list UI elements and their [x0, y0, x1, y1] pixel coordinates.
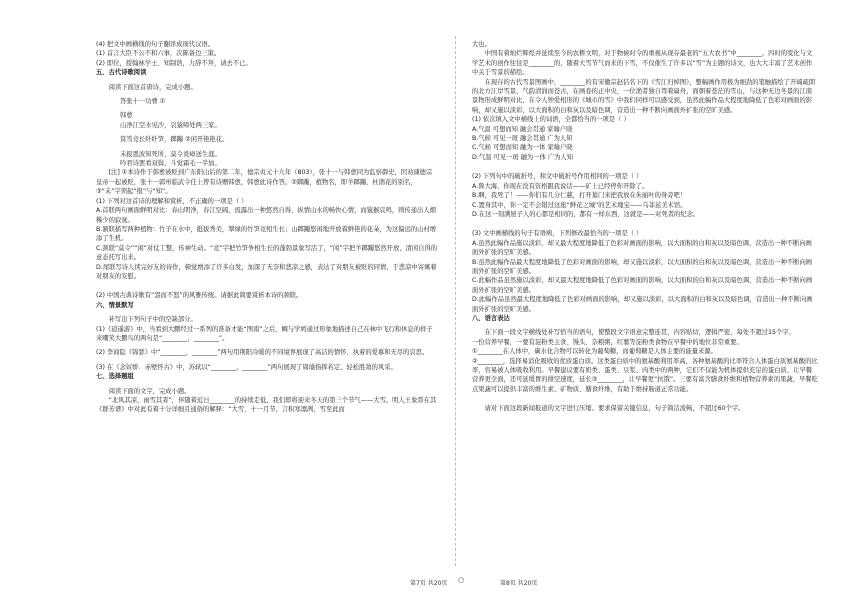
- text-line: 补写出下列句子中的空缺部分。: [108, 316, 197, 324]
- text-line: (3) 在《念奴娇．赤壁怀古》中，苏轼以“________，________”两句展现了周瑜指挥若定、轻松胜敌的风采。: [96, 363, 397, 371]
- section-heading: 六、情景默写: [96, 301, 134, 309]
- text-line: D.此幅作品虽然最大程度地降低了色彩对画面的影响，却又施以淡彩，以大面积的白和灰以及暗色调，营造出一种不断向画面外扩张的空旷美感。: [472, 296, 813, 313]
- text-line: 阅读下面这首唐诗，完成小题。: [108, 83, 197, 91]
- text-line: B.气候 可见一斑 融会贯通 广为人知: [472, 135, 573, 143]
- text-line: (1) 首言大臣不公不和六事，次陈备边三策。: [96, 50, 221, 58]
- text-line: (2) 李商隐《锦瑟》中“________，________”两句用荆阳冷暖的不同境界展现了高洁的情怀、执着的爱慕和无尽的哀思。: [96, 349, 429, 357]
- spacer: [96, 281, 438, 291]
- text-line: B.颔联描写两种植物：竹子在水中，挺拔秀美，翠绿的竹笋竞相生长；山踯躅悠闲地开放着鲜艳的花朵，为这偏远的山村增添了生机。: [96, 225, 437, 243]
- section-heading: 五、古代诗歌阅读: [96, 69, 147, 77]
- text-line: “北风其凉，雨雪其雱”，伴随着近日________的持续走低，我们即将迎来冬天的第三个节气——大雪。明人王象晋在其《群芳谱》中对此有着十分详细且通俗的解释：“大雪，十一月节，言积寒凛冽，雪至此而: [96, 397, 437, 414]
- section-heading: 八、语言表达: [472, 314, 510, 322]
- text-line: (1) 依次填入文中横线上的词语，全都恰当的一项是（ ）: [472, 116, 630, 124]
- text-line: C.颈联“莫令”“闲”对仗工整，传神生动。“竞”字把竹笋争相生长的蓬勃景象写活了，“闲”字把羊踯躅悠然开放、清闲自得的意态托写出来。: [96, 244, 438, 262]
- text-line: 韩愈: [120, 112, 133, 120]
- text-line: (2) 中国古典诗歌有“怨而不怒”的风雅传统。请据此简要赏析本诗的颈联。: [96, 292, 303, 300]
- text-line: 答张十一功曹 ①: [120, 98, 166, 106]
- text-line: D.气温 可见一斑 融为一体 广为人知: [472, 153, 574, 161]
- spacer: [472, 394, 818, 404]
- text-line: 吟君诗罢看双鬓，斗觉霜毛一半加。: [120, 160, 221, 168]
- text-line: C.置身其中，你一定不会错过这座“鲜花之城”的艺术瑰宝——乌菲兹美术馆。: [472, 201, 687, 209]
- text-line: ②________，选择易消化吸收的优质蛋白质。这类蛋白质中的氨基酸利用率高，各种氨基酸的比率符合人体蛋白质氨基酸的比率，容易被人体吸收利用。早餐建议要有奶类、蛋类、豆浆、肉类中的两种，它们不仅能为机体提供充足的蛋白质，让早餐营养更全面，还可延缓胃的排空速度，延长③________，让早餐更“抗饿”。三要有富含膳食纤维和植物营养素的果蔬，早餐吃点果蔬可以提供丰富的维生素、矿物质、膳食纤维，有助于维持肠道正常功能。: [472, 357, 818, 393]
- text-line: 山净江空水见沙，哀猿啼处两三家。: [120, 121, 221, 129]
- text-line: 筼筜竞长纤纤笋，踯躅 ②闲开艳艳花。: [120, 136, 229, 144]
- text-line: 在现存的古代雪景图画中，________的有宋徽宗赵佶名下的《雪江归棹图》，整幅画作用极为细劲的笔触描绘了开阔疏朗的北方江岸雪景，气韵清润而苍古，在画卷的正中央，一位渔者独自驾着扁舟，面朝着苍茫的雪山，与这种无边冬景的江南景物形成鲜明对比，在令人钟爱相形的《城市的雪》中我们同样可以感受到，虽然此幅作品大程度地降低了色彩对画面的影响，却又施以淡彩，以大面积的白和灰以及暗色调，营造出一种不断向画面外扩张的空旷美感。: [472, 78, 816, 114]
- page-number-right: 第8页 共20页: [500, 580, 538, 587]
- left-column: [96, 40, 438, 415]
- text-line: 在下面一段文字横线处补写恰当的语句，使整段文字语意完整连贯，内容贴切，逻辑严密，每处不超过15个字。: [484, 329, 795, 337]
- text-line: C.气候 可想而知 融为一体 家喻户晓: [472, 144, 573, 152]
- text-line: 请对下面这段新闻报道的文字进行压缩。要求保留关键信息，句子简洁流畅，不超过60个字。: [484, 405, 745, 413]
- text-line: (2) 下列句中的破折号，和文中破折号作用相同的一项是（ ）: [472, 173, 643, 181]
- text-line: D.尾联写诗人读完好友的诗作，顿觉增添了许多白发，加深了无奈和悲凉之感，表达了对朋友被贬的同情，于悲凉中寄寓着对朋友的安慰。: [96, 263, 437, 280]
- text-line: (2) 即位，授翰林学士、知制诰，力辞不拜，请去不已。: [96, 59, 252, 67]
- binding-hole-mark: ○: [458, 576, 465, 584]
- text-line: 一份营养早餐，一要有淀粉类主食、馒头、杂粮粥，红薯等淀粉类食物在早餐中的地位非常重要。: [472, 338, 743, 346]
- text-line: 阅读下面的文字，完成小题。: [108, 387, 191, 395]
- spacer: [472, 219, 818, 229]
- text-line: C.此幅作品虽然施以淡彩，却又最大程度地降低了色彩对画面的影响，以大面积的白和灰以及暗色调，营造出一种不断向画面外扩张的空旷美感。: [472, 277, 813, 294]
- text-line: 中国有着灿烂辉煌并延续至今的农耕文明，对于物候时令的重视从现存最老的“五大农书”中________，四时的变化与文学艺术的创作往往是________的，随着大雪节气而来的下雪，不仅催生了许多以“雪”为主题的诗文，也大大丰富了艺术创作中关于雪景的描绘。: [472, 50, 813, 77]
- right-column: [472, 40, 818, 414]
- text-line: (1)《逍遥游》中，当看到大鹏经过一系列的准备才能“图南”之后，蜩与学鸠通过形象地描述自己在林中飞行和休息的样子来嘲笑大鹏鸟的两句是“________，________”。: [96, 325, 433, 342]
- text-line: (1) 下列对这首诗的理解和赏析，不正确的一项是（ ）: [96, 197, 248, 205]
- text-line: A.气温 可想而知 融会贯通 家喻户晓: [472, 125, 573, 133]
- section-heading: 七、选择题组: [96, 373, 134, 381]
- text-line: (3) 文中画横线的句子有语病，下列修改最恰当的一项是（ ）: [472, 230, 643, 238]
- page-number-left: 第7页 共20页: [410, 580, 448, 587]
- spacer: [472, 162, 818, 172]
- text-line: A.虽然此幅作品施以淡彩，却又最大程度地降低了色彩对画面的影响，以大面积的白和灰以及暗色调，营造出一种不断向画面外扩张的空旷美感。: [472, 239, 812, 257]
- text-line: D.在这一刻满屋子人的心都是相同的，都有一样东西，这就是——对死者的纪念。: [472, 210, 700, 218]
- text-line: (4) 把文中画横线的句子翻译成现代汉语。: [96, 41, 214, 48]
- column-divider: [455, 36, 456, 566]
- text-line: A.首联两句画面鲜明对比：春山明净，春江空阔，流露出一种悠然自得、纵情山水的畅快心情，而猿猴哀鸣，则传递出人烟稀少的寂寞。: [96, 207, 436, 224]
- text-line: 未报恩波知死所，莫令炎瘴送生涯。: [120, 150, 221, 158]
- text-line: B.啊，我死了！——你们有几分仁慈，打开墓门来把我放在朱丽叶的身旁吧！: [472, 192, 687, 200]
- text-line: ①________在人体中，碳水化合物可以转化为葡萄糖，而葡萄糖是人体主要的能量来源。: [472, 348, 717, 356]
- text-line: B.虽然此幅作品最大程度地降低了色彩对画面的影响，却又施以淡彩，以大面积的白和灰以及暗色调，营造出一种不断向画面外扩张的空旷美感。: [472, 258, 813, 275]
- text-line: [注] ①本诗作于韩愈被贬到广东阳山后的第二年，德宗贞元十九年（803），张十一与韩愈同为监察御史，因劝谏德宗皇帝一起被贬，张十一郭州临武令任上曾有诗赠韩愈，韩愈此诗作答。②踯躅，植物名，即羊踯躅，杜鹃花的别名，③“未”字领起“报”与“知”。: [96, 169, 433, 196]
- text-line: A.鲁大海，你现在没有资格跟我说话——矿上已经停你开除了。: [472, 182, 649, 190]
- text-line: 大也。: [472, 41, 491, 48]
